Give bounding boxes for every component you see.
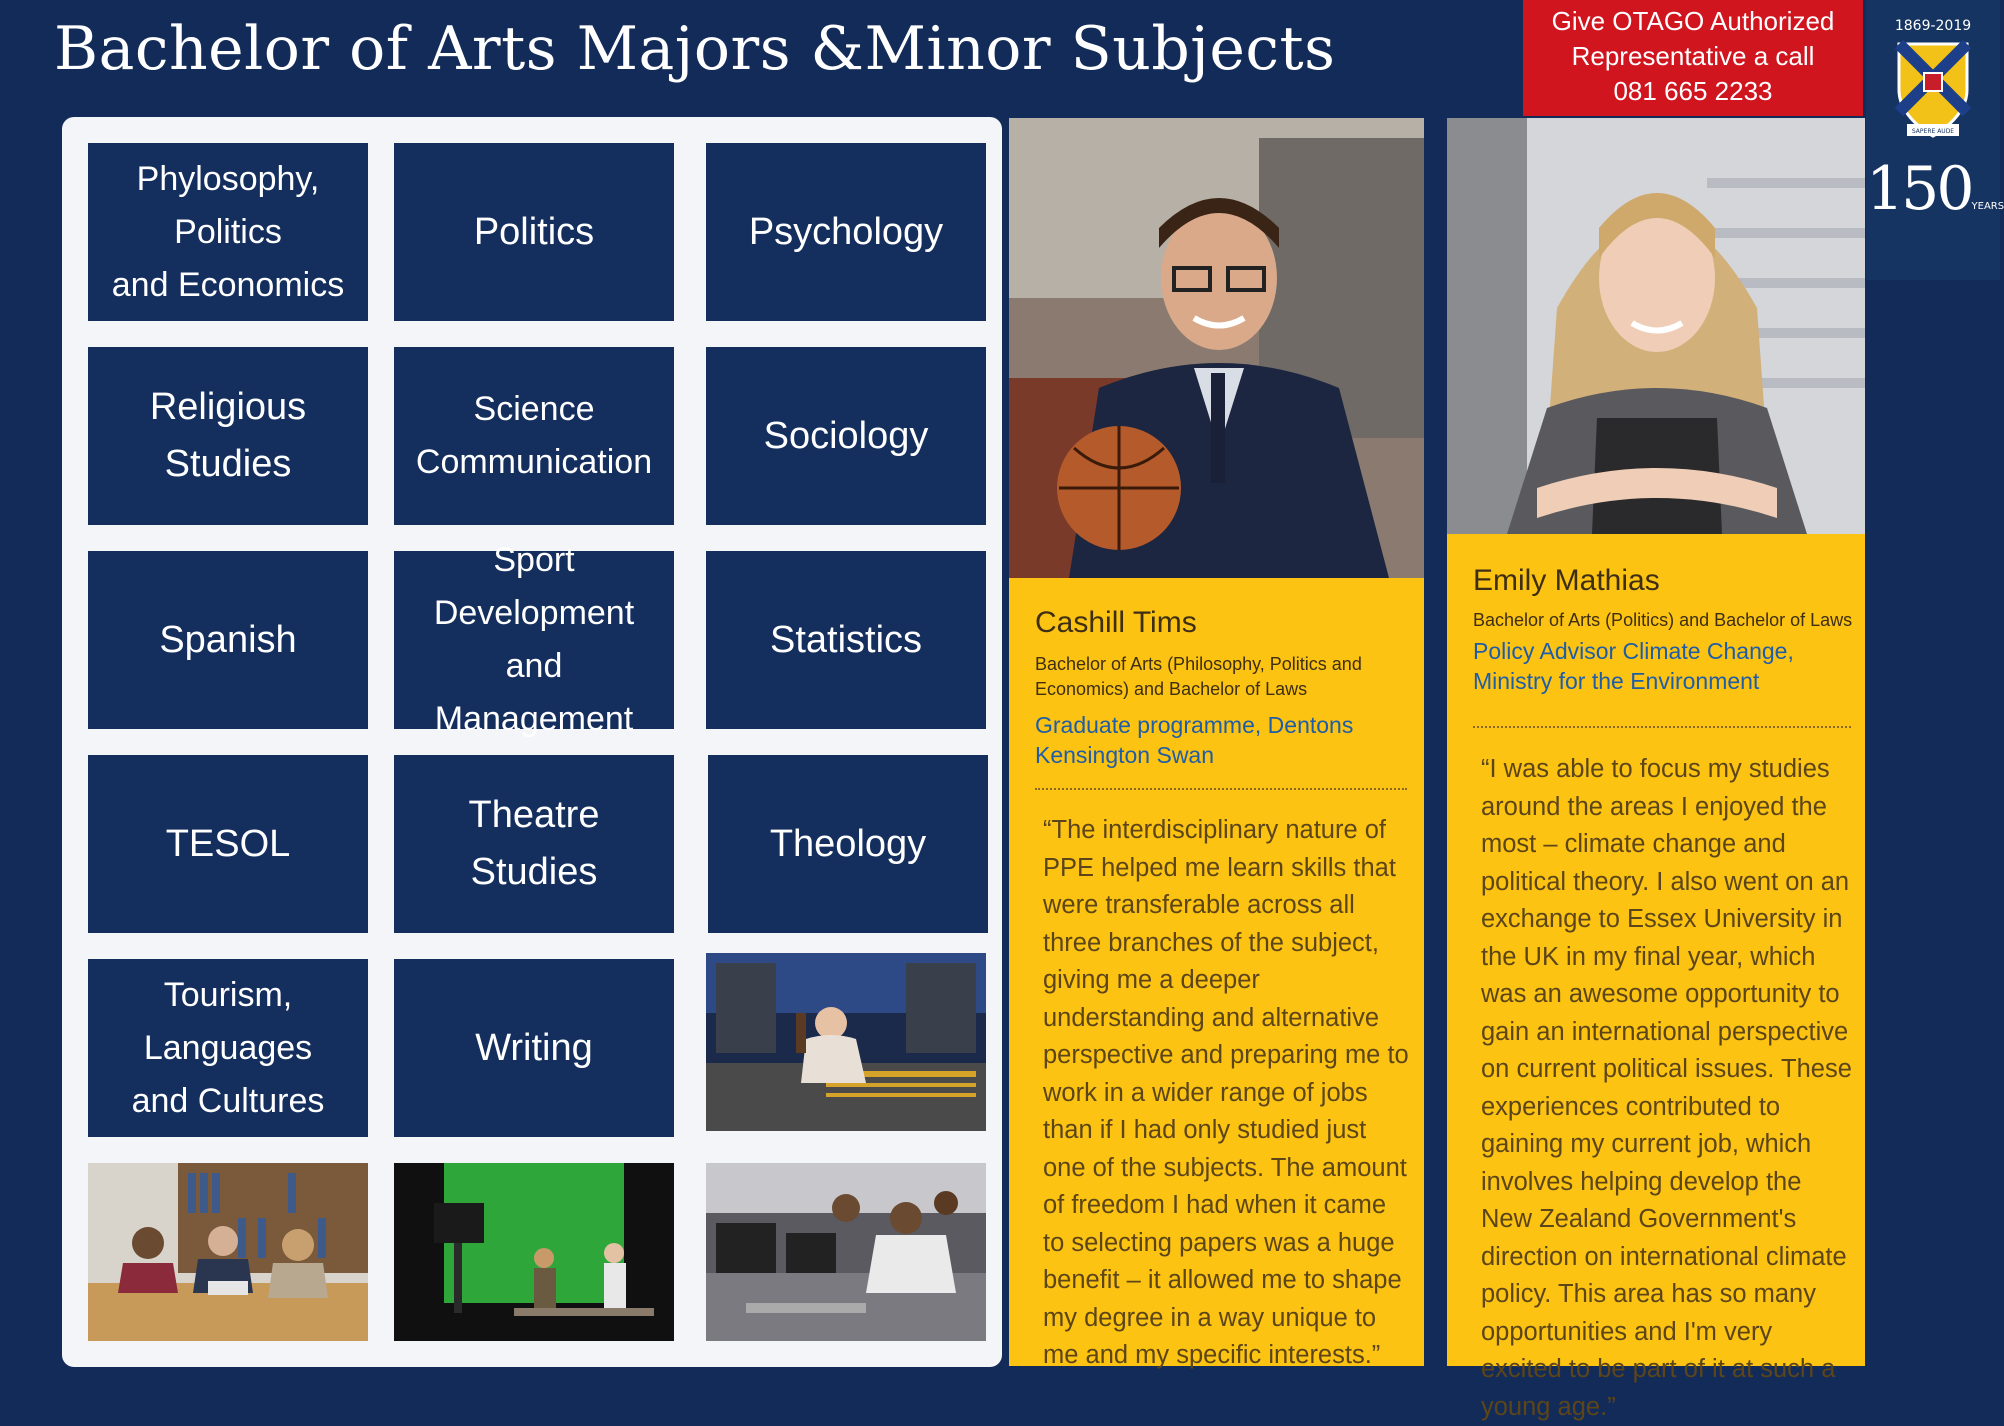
profile-photo-cashill <box>1009 118 1424 578</box>
logo-anniversary-number: 150 <box>1866 154 1972 224</box>
subject-tile-theatre-studies[interactable]: Theatre Studies <box>394 755 674 933</box>
photo-sound-studio <box>706 953 986 1131</box>
photo-green-screen-studio <box>394 1163 674 1341</box>
profile-quote: “I was able to focus my studies around the areas I enjoyed the most – climate change and political theory. I also went on an exchange to Essex University in the UK in my final year, which was an awesome opportunity to gain an international perspective on current political issues. These experiences contributed to gaining my current job, which involves helping develop the New Zealand Government's direction on international climate policy. This area has so many opportunities and I'm very excited to be part of it at such a young age.” <box>1481 755 1852 1421</box>
logo-anniversary <box>1866 154 2004 237</box>
call-line-2: Representative a call <box>1571 41 1815 71</box>
subject-tile-science-communication[interactable]: Science Communication <box>394 347 674 525</box>
profile-photo-emily <box>1447 118 1865 534</box>
call-banner[interactable] <box>1523 0 1863 116</box>
profile-degree: Bachelor of Arts (Politics) and Bachelor of Laws <box>1473 610 1853 630</box>
subject-tile-theology[interactable]: Theology <box>708 755 988 933</box>
divider <box>1473 726 1851 728</box>
subject-tile-spanish[interactable]: Spanish <box>88 551 368 729</box>
subject-tile-tourism[interactable]: Tourism, Languages and Cultures <box>88 959 368 1137</box>
logo-years: 1869-2019 <box>1894 18 1972 34</box>
call-line-1: Give OTAGO Authorized <box>1551 6 1835 36</box>
profile-name: Emily Mathias <box>1473 564 1660 597</box>
profile-card-emily <box>1447 118 1865 1421</box>
profile-role: Graduate programme, Dentons Kensington Swan <box>1035 712 1354 768</box>
profile-card-cashill <box>1009 118 1424 1369</box>
photo-library-students <box>88 1163 368 1341</box>
subject-tile-psychology[interactable]: Psychology <box>706 143 986 321</box>
subject-tile-politics[interactable]: Politics <box>394 143 674 321</box>
subject-tile-writing[interactable]: Writing <box>394 959 674 1137</box>
subject-tile-sport-development[interactable]: Sport Development and Management <box>394 551 674 729</box>
profile-quote: “The interdisciplinary nature of PPE helped me learn skills that were transferable across all three branches of the subject, giving me a deeper understanding and alternative perspective and preparing me to work in a wider range of jobs than if I had only studied just one of the subjects. The amount of freedom I had when it came to selecting papers was a huge benefit – it allowed me to shape my degree in a way unique to me and my specific interests.” <box>1043 816 1409 1369</box>
profile-degree: Bachelor of Arts (Philosophy, Politics and Economics) and Bachelor of Laws <box>1035 654 1362 699</box>
subject-tile-religious-studies[interactable]: Religious Studies <box>88 347 368 525</box>
subject-tile-sociology[interactable]: Sociology <box>706 347 986 525</box>
logo-motto: SAPERE AUDE <box>1911 128 1955 135</box>
page-title: Bachelor of Arts Majors &Minor Subjects <box>54 14 1336 84</box>
subject-tile-ppe[interactable]: Phylosophy, Politics and Economics <box>88 143 368 321</box>
profile-role: Policy Advisor Climate Change, Ministry for the Environment <box>1473 638 1794 694</box>
subject-tile-tesol[interactable]: TESOL <box>88 755 368 933</box>
call-phone-number[interactable]: 081 665 2233 <box>1613 76 1773 106</box>
subject-tile-statistics[interactable]: Statistics <box>706 551 986 729</box>
photo-computer-lab <box>706 1163 986 1341</box>
profile-name: Cashill Tims <box>1035 606 1197 639</box>
crest-icon <box>1893 40 1973 140</box>
university-logo <box>1866 0 2004 280</box>
divider <box>1035 788 1407 790</box>
logo-anniversary-unit: YEARS <box>1971 201 2004 212</box>
